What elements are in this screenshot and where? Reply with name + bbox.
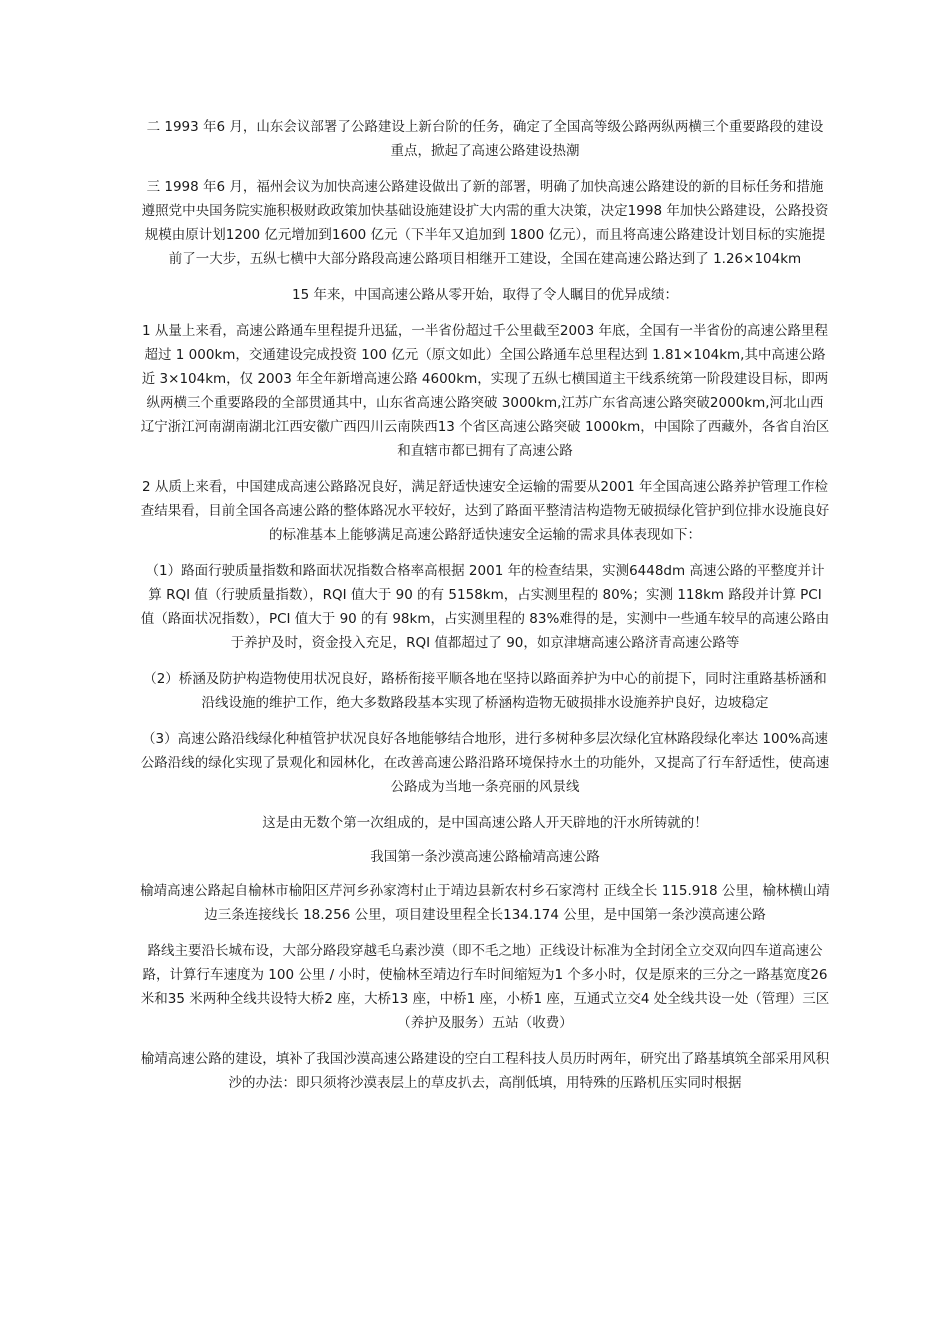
paragraph-quality-achievements: 2 从质上来看，中国建成高速公路路况良好，满足舒适快速安全运输的需要从2001 年全国高速公路养护管理工作检查结果看，目前全国各高速公路的整体路况水平较好，达到了路面平整清洁构造物无破损绿化管护到位排水设施良好的标准基本上能够满足高速公路舒适快速安全运输的需求具体表现如下： xyxy=(140,479,830,543)
paragraph-yujing-construction: 榆靖高速公路的建设，填补了我国沙漠高速公路建设的空白工程科技人员历时两年，研究出了路基填筑全部采用风积沙的办法：即只须将沙漠表层上的草皮扒去，高削低填，用特殊的压路机压实同时根据 xyxy=(140,1051,830,1091)
paragraph-1998-fuzhou-meeting: 三 1998 年6 月，福州会议为加快高速公路建设做出了新的部署，明确了加快高速公路建设的新的目标任务和措施遵照党中央国务院实施积极财政政策加快基础设施建设扩大内需的重大决策，决定1998 年加快公路建设，公路投资规模由原计划1200 亿元增加到1600 亿元（下半年又追加到 1800 亿元），而且将高速公路建设计划目标的实施提前了一大步，五纵七横中大部分路段高速公路项目相继开工建设，全国在建高速公路达到了 1.26×104km xyxy=(141,179,829,267)
paragraph-quantity-achievements: 1 从量上来看，高速公路通车里程提升迅猛，一半省份超过千公里截至2003 年底，全国有一半省份的高速公路里程超过 1 000km，交通建设完成投资 100 亿元（原文如此）全国公路通车总里程达到 1.81×104km,其中高速公路近 3×104km，仅 2003 年全年新增高速公路 4600km，实现了五纵七横国道主干线系统第一阶段建设目标，即两纵两横三个重要路段的全部贯通其中，山东省高速公路突破 3000km,江苏广东省高速公路突破2000km,河北山西辽宁浙江河南湖南湖北江西安徽广西四川云南陕西13 个省区高速公路突破 1000km，中国除了西藏外，各省自治区和直辖市都已拥有了高速公路 xyxy=(140,323,830,459)
paragraph-yujing-design: 路线主要沿长城布设，大部分路段穿越毛乌素沙漠（即不毛之地）正线设计标准为全封闭全立交双向四车道高速公路，计算行车速度为 100 公里 / 小时，使榆林至靖边行车时间缩短为1 个多小时，仅是原来的三分之一路基宽度26 米和35 米两种全线共设特大桥2 座，大桥13 座，中桥1 座，小桥1 座，互通式立交4 处全线共设一处（管理）三区（养护及服务）五站（收费） xyxy=(140,943,830,1031)
paragraph-road-quality-index: （1）路面行驶质量指数和路面状况指数合格率高根据 2001 年的检查结果，实测6448dm 高速公路的平整度并计算 RQI 值（行驶质量指数），RQI 值大于 90 的有 5158km，占实测里程的 80%；实测 118km 路段并计算 PCI 值（路面状况指数），PCI 值大于 90 的有 98km，占实测里程的 83%难得的是，实测中一些通车较早的高速公路由于养护及时，资金投入充足，RQI 值都超过了 90，如京津塘高速公路济青高速公路等 xyxy=(140,563,830,651)
paragraph-tribute: 这是由无数个第一次组成的，是中国高速公路人开天辟地的汗水所铸就的！ xyxy=(262,815,708,831)
section-heading-yujing-expressway: 我国第一条沙漠高速公路榆靖高速公路 xyxy=(370,849,600,865)
paragraph-yujing-route: 榆靖高速公路起自榆林市榆阳区芹河乡孙家湾村止于靖边县新农村乡石家湾村 正线全长 115.918 公里，榆林横山靖边三条连接线长 18.256 公里，项目建设里程全长134.174 公里，是中国第一条沙漠高速公路 xyxy=(140,883,830,923)
document-body xyxy=(140,115,830,1107)
paragraph-greening: （3）高速公路沿线绿化种植管护状况良好各地能够结合地形，进行多树种多层次绿化宜林路段绿化率达 100%高速公路沿线的绿化实现了景观化和园林化，在改善高速公路沿路环境保持水土的功能外，又提高了行车舒适性，使高速公路成为当地一条亮丽的风景线 xyxy=(140,731,830,795)
paragraph-fifteen-years-summary: 15 年来，中国高速公路从零开始，取得了令人瞩目的优异成绩： xyxy=(292,287,678,303)
paragraph-bridges-structures: （2）桥涵及防护构造物使用状况良好，路桥衔接平顺各地在坚持以路面养护为中心的前提下，同时注重路基桥涵和沿线设施的维护工作，绝大多数路段基本实现了桥涵构造物无破损排水设施养护良好，边坡稳定 xyxy=(143,671,827,711)
paragraph-1993-shandong-meeting: 二 1993 年6 月，山东会议部署了公路建设上新台阶的任务，确定了全国高等级公路两纵两横三个重要路段的建设重点，掀起了高速公路建设热潮 xyxy=(146,119,824,159)
